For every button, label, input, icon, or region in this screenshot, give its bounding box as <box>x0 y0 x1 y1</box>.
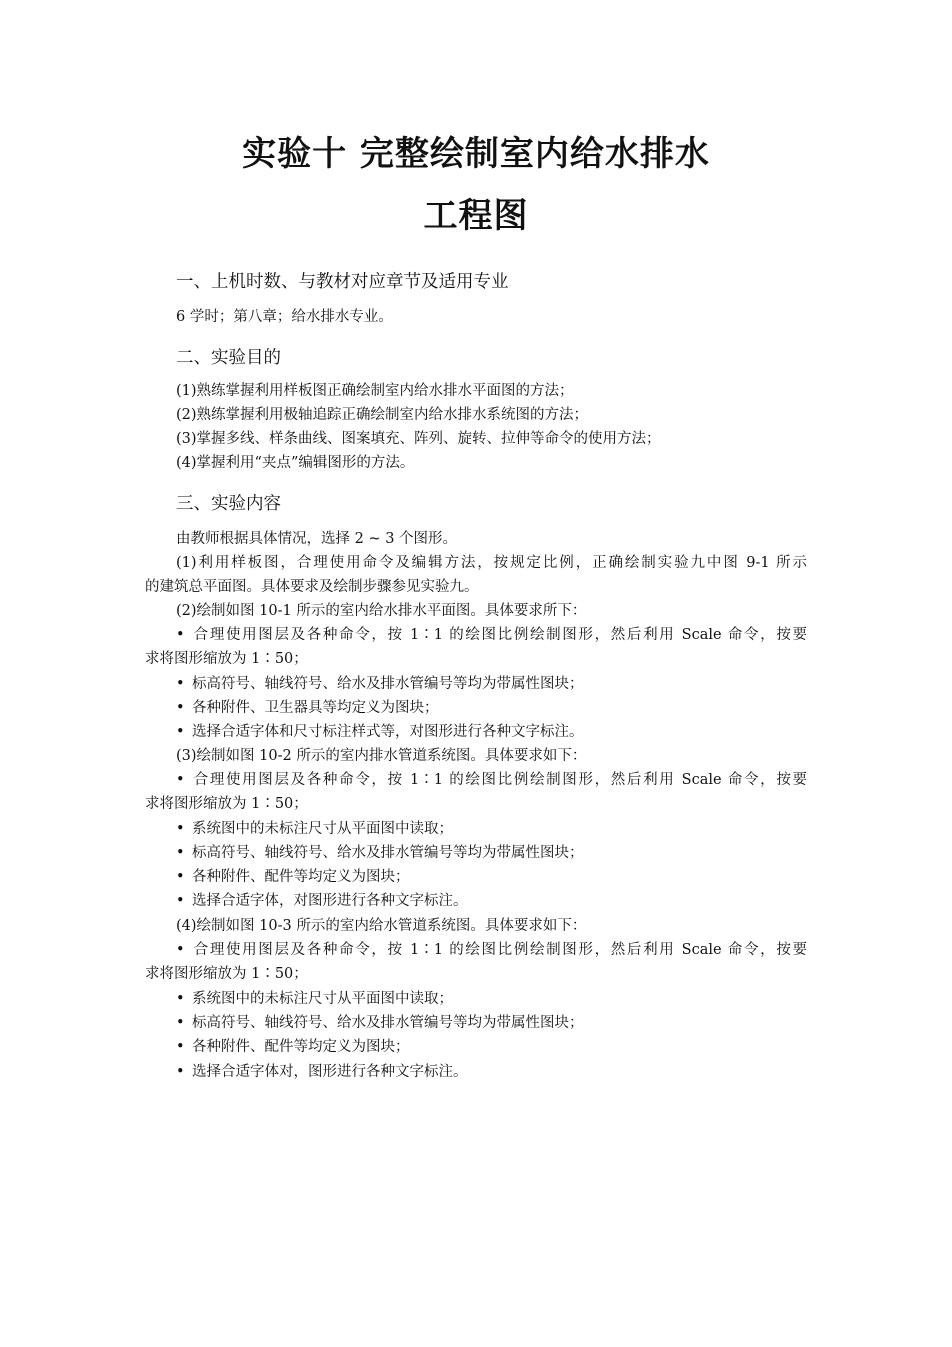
objective-item-1: (1)熟练掌握利用样板图正确绘制室内给水排水平面图的方法； <box>176 383 574 399</box>
content-item-2-bullet-1-line-2: 求将图形缩放为 1∶50； <box>145 651 308 667</box>
section-1-paragraph: 6 学时；第八章；给水排水专业。 <box>176 309 393 325</box>
content-item-4-bullet-4: • 各种附件、配件等均定义为图块； <box>176 1039 410 1055</box>
content-item-3-bullet-3: • 标高符号、轴线符号、给水及排水管编号等均为带属性图块； <box>176 845 584 861</box>
bullet-marker: • <box>176 942 185 958</box>
bullet-marker: • <box>176 1064 185 1080</box>
content-item-4-bullet-2: • 系统图中的未标注尺寸从平面图中读取； <box>176 991 453 1007</box>
page-title-line-1: 实验十 完整绘制室内给水排水 <box>242 134 710 174</box>
content-item-4-bullet-1-line-2: 求将图形缩放为 1∶50； <box>145 966 308 982</box>
objective-item-2: (2)熟练掌握利用极轴追踪正确绘制室内给水排水系统图的方法； <box>176 407 589 423</box>
bullet-marker: • <box>176 1039 185 1055</box>
bullet-marker: • <box>176 845 185 861</box>
content-item-3: (3)绘制如图 10-2 所示的室内排水管道系统图。具体要求如下： <box>176 748 587 764</box>
section-3-heading: 三、实验内容 <box>176 494 281 514</box>
content-item-2-bullet-1-line-1: • 合理使用图层及各种命令，按 1∶1 的绘图比例绘制图形，然后利用 Scale 命令，按要 <box>176 627 807 643</box>
bullet-marker: • <box>176 1015 185 1031</box>
content-item-3-bullet-5: • 选择合适字体，对图形进行各种文字标注。 <box>176 893 468 909</box>
content-item-1-line-1: (1)利用样板图，合理使用命令及编辑方法，按规定比例，正确绘制实验九中图 9-1 所示 <box>176 555 807 571</box>
objective-item-3: (3)掌握多线、样条曲线、图案填充、阵列、旋转、拉伸等命令的使用方法； <box>176 431 661 447</box>
bullet-marker: • <box>176 772 185 788</box>
section-1-heading: 一、上机时数、与教材对应章节及适用专业 <box>176 272 509 292</box>
content-item-3-bullet-2: • 系统图中的未标注尺寸从平面图中读取； <box>176 821 453 837</box>
content-item-4-bullet-3: • 标高符号、轴线符号、给水及排水管编号等均为带属性图块； <box>176 1015 584 1031</box>
page-title-line-2: 工程图 <box>423 196 529 236</box>
content-item-4-bullet-1-line-1: • 合理使用图层及各种命令，按 1∶1 的绘图比例绘制图形，然后利用 Scale 命令，按要 <box>176 942 807 958</box>
bullet-marker: • <box>176 700 185 716</box>
content-item-1-line-2: 的建筑总平面图。具体要求及绘制步骤参见实验九。 <box>145 579 479 595</box>
section-2-heading: 二、实验目的 <box>176 348 281 368</box>
bullet-marker: • <box>176 991 185 1007</box>
bullet-marker: • <box>176 893 185 909</box>
content-item-2-bullet-2: • 标高符号、轴线符号、给水及排水管编号等均为带属性图块； <box>176 676 584 692</box>
bullet-marker: • <box>176 724 185 740</box>
content-item-2-bullet-4: • 选择合适字体和尺寸标注样式等，对图形进行各种文字标注。 <box>176 724 584 740</box>
content-item-3-bullet-1-line-2: 求将图形缩放为 1∶50； <box>145 796 308 812</box>
content-intro: 由教师根据具体情况，选择 2 ~ 3 个图形。 <box>176 531 458 547</box>
content-item-3-bullet-4: • 各种附件、配件等均定义为图块； <box>176 869 410 885</box>
bullet-marker: • <box>176 676 185 692</box>
bullet-marker: • <box>176 869 185 885</box>
content-item-2-bullet-3: • 各种附件、卫生器具等均定义为图块； <box>176 700 439 716</box>
bullet-marker: • <box>176 627 185 643</box>
content-item-4: (4)绘制如图 10-3 所示的室内给水管道系统图。具体要求如下： <box>176 918 587 934</box>
content-item-2: (2)绘制如图 10-1 所示的室内给水排水平面图。具体要求所下： <box>176 603 587 619</box>
content-item-4-bullet-5: • 选择合适字体对，图形进行各种文字标注。 <box>176 1064 468 1080</box>
content-item-3-bullet-1-line-1: • 合理使用图层及各种命令，按 1∶1 的绘图比例绘制图形，然后利用 Scale 命令，按要 <box>176 772 807 788</box>
bullet-marker: • <box>176 821 185 837</box>
objective-item-4: (4)掌握利用“夹点”编辑图形的方法。 <box>176 455 415 471</box>
